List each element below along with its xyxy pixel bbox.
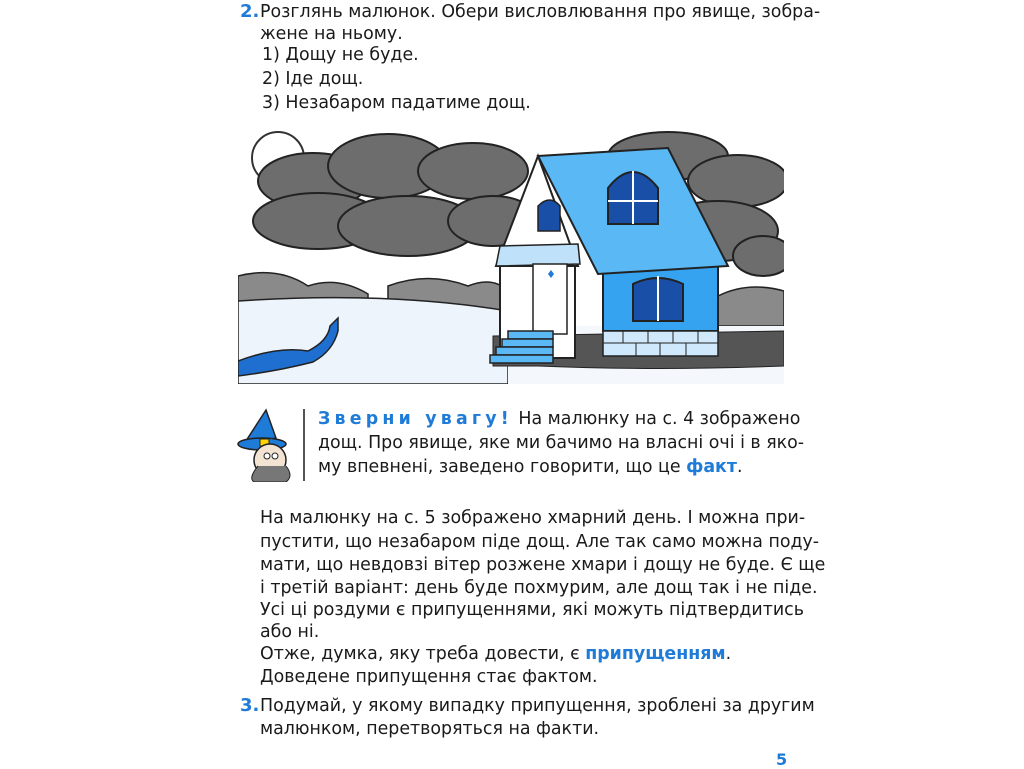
note-line-3 — [318, 455, 742, 479]
paragraph-line-7-text: Отже, думка, яку треба довести, є — [260, 644, 580, 664]
rainy-house-illustration — [238, 126, 784, 384]
task-2-option-2: 2) Іде дощ. — [262, 69, 364, 89]
paragraph-line-6: або ні. — [260, 622, 320, 642]
note-divider — [303, 409, 305, 481]
wizard-mascot-icon — [236, 408, 300, 482]
task-3-line-1: Подумай, у якому випадку припущення, зроблені за другим — [260, 696, 815, 716]
note-line-1-text: На малюнку на с. 4 зображено — [518, 409, 801, 429]
note-line-2: дощ. Про явище, яке ми бачимо на власні очі і в яко- — [318, 433, 805, 453]
task-2-option-3: 3) Незабаром падатиме дощ. — [262, 93, 531, 113]
paragraph-line-2: пустити, що незабаром піде дощ. Але так само можна поду- — [260, 532, 820, 552]
task-2-number: 2. — [240, 1, 260, 22]
paragraph-line-1: На малюнку на с. 5 зображено хмарний день. І можна при- — [260, 508, 806, 528]
task-3-line-2: малюнком, перетворяться на факти. — [260, 719, 600, 739]
task-2-line-2: жене на ньому. — [260, 24, 403, 44]
paragraph-line-3: мати, що невдовзі вітер розжене хмари і дощу не буде. Є ще — [260, 555, 826, 575]
note-label: Зверни увагу! — [318, 409, 513, 429]
assumption-term: припущенням — [585, 644, 726, 664]
task-2-option-1: 1) Дощу не буде. — [262, 45, 419, 65]
paragraph-line-7 — [260, 642, 731, 666]
task-3-number: 3. — [240, 695, 260, 716]
paragraph-line-4: і третій варіант: день буде похмурим, але дощ так і не піде. — [260, 578, 818, 598]
page-number: 5 — [776, 750, 788, 769]
paragraph-line-8: Доведене припущення стає фактом. — [260, 667, 598, 687]
note-line-3-text: му впевнені, заведено говорити, що це — [318, 457, 681, 477]
fact-term: факт — [686, 457, 737, 477]
note-line-1 — [318, 407, 801, 431]
note-line-3-end: . — [736, 457, 743, 477]
gable-window-icon — [538, 200, 560, 231]
paragraph-line-7-end: . — [725, 644, 732, 664]
task-2-line-1: Розглянь малюнок. Обери висловлювання про явище, зобра- — [260, 2, 821, 22]
paragraph-line-5: Усі ці роздуми є припущеннями, які можуть підтвердитись — [260, 600, 804, 620]
